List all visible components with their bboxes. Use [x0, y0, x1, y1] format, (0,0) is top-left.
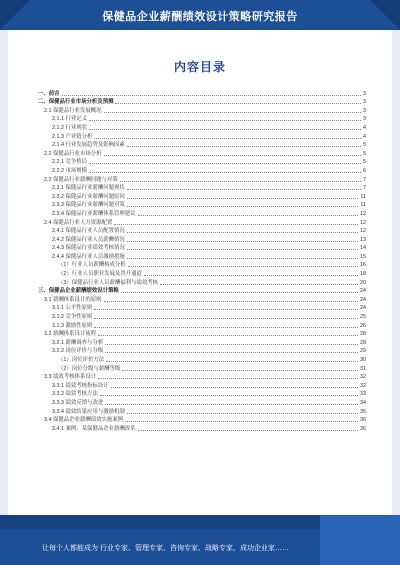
toc-entry-label: 一、前言: [38, 90, 60, 97]
toc-entry[interactable]: [38, 294, 366, 303]
toc-page-number: 33: [360, 391, 366, 398]
toc-leader-dots: [100, 394, 358, 396]
toc-leader-dots: [127, 188, 361, 190]
toc-entry-label: 2.3.2 保健品行业薪酬问题原因: [52, 193, 125, 200]
toc-leader-dots: [160, 283, 358, 285]
toc-entry[interactable]: [38, 260, 366, 269]
toc-entry-label: 2.3.4 保健品行业薪酬体系管理建议: [52, 210, 136, 217]
toc-entry-label: 2.3 保健品行业薪酬问题与对策: [44, 176, 118, 183]
toc-leader-dots: [144, 274, 358, 276]
toc-leader-dots: [106, 360, 358, 362]
toc-entry-label: （2）岗位分级与薪酬等级: [58, 365, 121, 372]
toc-page-number: 28: [360, 339, 366, 346]
document-page: [8, 30, 392, 515]
toc-entry-label: 2.1.2 行业现状: [52, 124, 88, 131]
toc-page-number: 16: [360, 262, 366, 269]
toc-entry-label: 3.3.4 绩效结果应用与激励机制: [52, 408, 125, 415]
toc-leader-dots: [94, 308, 358, 310]
toc-page-number: 3: [363, 90, 366, 97]
toc-page-number: 11: [360, 193, 366, 200]
toc-leader-dots: [127, 197, 359, 199]
document-title: 保健品企业薪酬绩效设计策略研究报告: [102, 11, 298, 23]
toc-entry[interactable]: [38, 165, 366, 174]
toc-leader-dots: [127, 240, 358, 242]
toc-entry-label: 3.1 薪酬体系设计的原则: [44, 296, 102, 303]
header-banner: [0, 0, 400, 30]
toc-entry-label: 2.3.1 保健品行业薪酬问题现状: [52, 185, 125, 192]
toc-entry[interactable]: [38, 97, 366, 106]
toc-entry-label: 2.4.2 保健品行业人员薪酬情况: [52, 236, 125, 243]
toc-page-number: 3: [363, 107, 366, 114]
toc-entry[interactable]: [38, 354, 366, 363]
toc-entry-label: 3.3 绩效考核体系设计: [44, 374, 97, 381]
toc-leader-dots: [122, 369, 358, 371]
toc-leader-dots: [98, 377, 358, 379]
toc-page-number: 35: [360, 408, 366, 415]
toc-leader-dots: [138, 214, 358, 216]
toc-page-number: 32: [360, 374, 366, 381]
toc-entry[interactable]: [38, 243, 366, 252]
toc-page-number: 32: [360, 382, 366, 389]
toc-leader-dots: [105, 343, 358, 345]
toc-leader-dots: [104, 111, 361, 113]
toc-entry[interactable]: [38, 311, 366, 320]
toc-entry[interactable]: [38, 397, 366, 406]
toc-leader-dots: [94, 326, 358, 328]
toc-leader-dots: [105, 403, 358, 405]
toc-entry-label: 2.2.2 市场规模: [52, 167, 88, 174]
toc-page-number: 11: [360, 202, 366, 209]
toc-entry[interactable]: [38, 320, 366, 329]
toc-entry-label: （1）岗位评价方法: [58, 357, 105, 363]
toc-page-number: 7: [363, 176, 366, 183]
toc-leader-dots: [125, 420, 358, 422]
toc-page-number: 13: [360, 236, 366, 243]
toc-page-number: 28: [360, 331, 366, 338]
toc-entry[interactable]: [38, 389, 366, 398]
footer-stripe: [320, 515, 400, 565]
toc-entry-label: （2）行业人员职业发展及晋升通道: [58, 271, 142, 278]
toc-entry[interactable]: [38, 363, 366, 372]
toc-entry[interactable]: [38, 226, 366, 235]
toc-leader-dots: [115, 102, 361, 104]
toc-entry-label: 3.3.2 绩效考核方法: [52, 391, 98, 398]
toc-entry-label: 3.4 保健品企业薪酬绩效实施案例: [44, 417, 124, 424]
toc-page-number: 24: [360, 305, 366, 312]
toc-entry[interactable]: [38, 148, 366, 157]
toc-leader-dots: [104, 300, 358, 302]
toc-leader-dots: [89, 128, 361, 130]
toc-leader-dots: [104, 154, 361, 156]
toc-page-number: 14: [360, 245, 366, 252]
toc-entry[interactable]: [38, 140, 366, 149]
toc-leader-dots: [114, 223, 358, 225]
toc-leader-dots: [89, 162, 361, 164]
toc-entry-label: 3.3.3 绩效反馈与改进: [52, 399, 104, 406]
toc-leader-dots: [105, 351, 358, 353]
toc-entry[interactable]: [38, 329, 366, 338]
table-of-contents: [38, 88, 366, 432]
toc-entry-label: 3.3.1 绩效考核指标设计: [52, 382, 109, 389]
toc-page-number: 3: [363, 116, 366, 123]
toc-entry[interactable]: [38, 372, 366, 381]
toc-entry[interactable]: [38, 346, 366, 355]
toc-page-number: 3: [363, 99, 366, 106]
toc-leader-dots: [127, 257, 358, 259]
toc-entry[interactable]: [38, 122, 366, 131]
toc-page-number: 36: [360, 425, 366, 432]
toc-entry[interactable]: [38, 423, 366, 432]
toc-leader-dots: [111, 386, 358, 388]
toc-page-number: 4: [363, 133, 366, 140]
toc-page-number: 18: [360, 271, 366, 278]
toc-leader-dots: [94, 317, 358, 319]
toc-leader-dots: [89, 119, 361, 121]
toc-heading: 内容目录: [173, 60, 226, 74]
toc-entry[interactable]: [38, 337, 366, 346]
toc-leader-dots: [94, 137, 361, 139]
toc-entry[interactable]: [38, 277, 366, 286]
toc-page-number: 15: [360, 253, 366, 260]
toc-entry[interactable]: [38, 88, 366, 97]
toc-page-number: 24: [360, 296, 366, 303]
toc-entry-label: 3.1.2 竞争性原则: [52, 314, 93, 321]
toc-page-number: 5: [363, 159, 366, 166]
footer-banner: [0, 515, 400, 565]
toc-page-number: 5: [363, 142, 366, 149]
toc-entry[interactable]: [38, 174, 366, 183]
toc-entry[interactable]: [38, 217, 366, 226]
toc-entry[interactable]: [38, 286, 366, 295]
toc-entry[interactable]: [38, 131, 366, 140]
toc-entry[interactable]: [38, 208, 366, 217]
toc-page-number: 30: [360, 357, 366, 363]
toc-entry[interactable]: [38, 183, 366, 192]
toc-entry-label: 2.1.3 产业链分析: [52, 133, 93, 140]
toc-page-number: 5: [363, 150, 366, 157]
toc-page-number: 36: [360, 417, 366, 424]
toc-page-number: 24: [360, 288, 366, 295]
toc-entry-label: 2.4.3 保健品行业绩效考核情况: [52, 245, 125, 252]
toc-entry-label: （1）行业人员薪酬构成分析: [58, 262, 126, 269]
toc-leader-dots: [127, 248, 358, 250]
toc-leader-dots: [127, 205, 359, 207]
toc-page-number: 7: [363, 185, 366, 192]
toc-page-number: 4: [363, 124, 366, 131]
toc-page-number: 12: [360, 210, 366, 217]
toc-leader-dots: [98, 334, 358, 336]
toc-page-number: 20: [360, 279, 366, 286]
toc-entry-label: 二、保健品行业市场分析及预测: [38, 99, 114, 106]
toc-page-number: 34: [360, 399, 366, 406]
toc-page-number: 12: [360, 228, 366, 235]
toc-entry-label: 3.1.1 公平性原则: [52, 305, 93, 312]
toc-entry-label: 2.4 保健品行业人力资源配置: [44, 219, 113, 226]
toc-entry[interactable]: [38, 114, 366, 123]
toc-leader-dots: [127, 145, 361, 147]
toc-page-number: 26: [360, 322, 366, 329]
toc-entry-label: 2.4.1 保健品行业人员配置情况: [52, 228, 125, 235]
toc-entry-label: 三、保健品企业薪酬绩效设计策略: [38, 288, 119, 295]
toc-entry[interactable]: [38, 251, 366, 260]
toc-entry[interactable]: [38, 415, 366, 424]
toc-entry-label: 2.2 保健品行业市场分析: [44, 150, 102, 157]
toc-page-number: 31: [360, 365, 366, 372]
toc-entry[interactable]: [38, 105, 366, 114]
toc-leader-dots: [128, 265, 358, 267]
toc-entry-label: 3.2 薪酬体系设计流程: [44, 331, 97, 338]
toc-entry-label: 2.1.1 行业定义: [52, 116, 88, 123]
toc-leader-dots: [127, 412, 358, 414]
toc-entry-label: （3）保健品行业人员薪酬福利与绩效考核: [58, 279, 159, 286]
toc-page-number: 12: [360, 219, 366, 226]
toc-entry[interactable]: [38, 268, 366, 277]
toc-leader-dots: [89, 171, 361, 173]
toc-page-number: 6: [363, 167, 366, 174]
footer-slogan: 让每个人都能成为 行业专家、管理专家、咨询专家、战略专家、成功企业家……: [42, 545, 289, 552]
toc-leader-dots: [138, 429, 358, 431]
toc-entry[interactable]: [38, 200, 366, 209]
toc-entry[interactable]: [38, 234, 366, 243]
toc-leader-dots: [121, 291, 358, 293]
toc-leader-dots: [127, 231, 358, 233]
toc-entry-label: 2.4.4 保健品行业人员激励措施: [52, 253, 125, 260]
toc-entry[interactable]: [38, 303, 366, 312]
toc-leader-dots: [120, 180, 361, 182]
toc-entry-label: 3.2.1 薪酬调查与分析: [52, 339, 104, 346]
toc-entry-label: 2.1.4 行业发展趋势及影响因素: [52, 142, 125, 149]
toc-entry[interactable]: [38, 380, 366, 389]
toc-entry[interactable]: [38, 157, 366, 166]
toc-entry[interactable]: [38, 406, 366, 415]
toc-page-number: 29: [360, 348, 366, 355]
toc-leader-dots: [62, 94, 361, 96]
toc-entry-label: 2.1 保健品行业发展概况: [44, 107, 102, 114]
toc-entry[interactable]: [38, 191, 366, 200]
toc-entry-label: 2.3.3 保健品行业薪酬问题对策: [52, 202, 125, 209]
toc-entry-label: 3.2.2 岗位评价与分级: [52, 348, 104, 355]
toc-entry-label: 3.4.1 案例：某保健品企业薪酬改革: [52, 425, 136, 432]
toc-page-number: 25: [360, 314, 366, 321]
toc-entry-label: 3.1.3 激励性原则: [52, 322, 93, 329]
toc-entry-label: 2.2.1 竞争格局: [52, 159, 88, 166]
